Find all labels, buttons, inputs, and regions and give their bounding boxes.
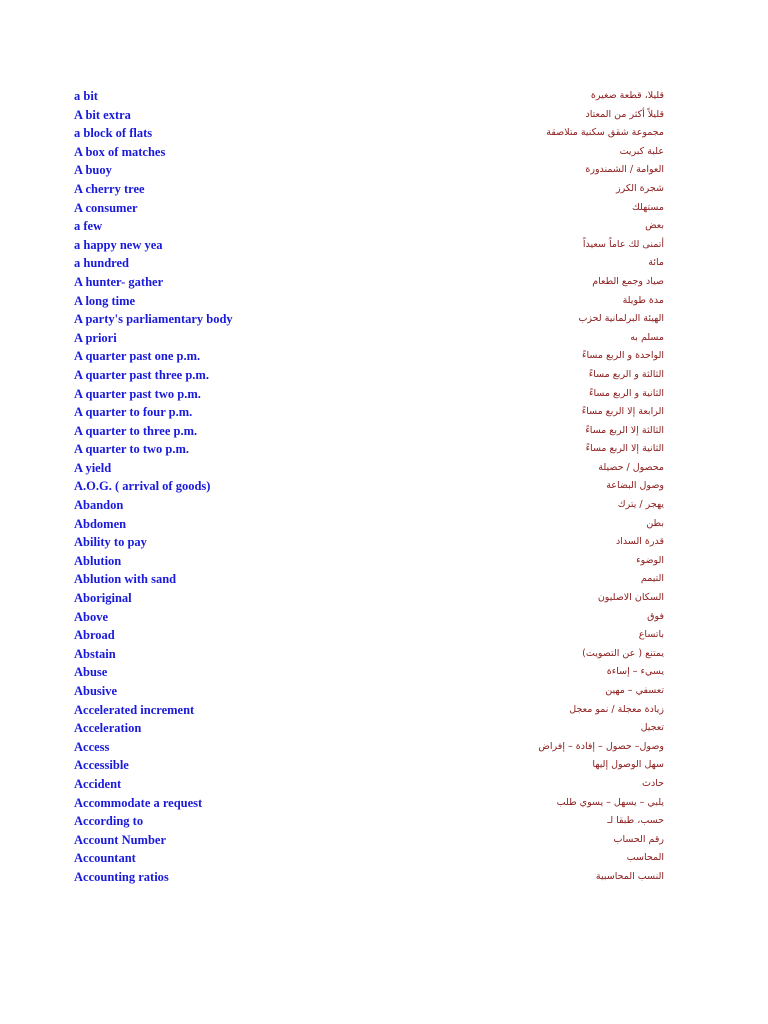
arabic-translation: الرابعة إلا الربع مساءً [581, 406, 664, 418]
arabic-translation: التيمم [640, 573, 664, 585]
arabic-translation: السكان الاصليون [597, 592, 664, 604]
arabic-translation: قليلا، قطعة صغيرة [590, 90, 664, 101]
arabic-translation: سهل الوصول إليها [592, 759, 664, 771]
english-term: Accelerated increment [74, 702, 195, 717]
glossary-row [74, 161, 664, 180]
glossary-row [74, 608, 664, 627]
english-term: Ablution with sand [74, 572, 177, 587]
glossary-row [74, 496, 664, 515]
glossary-row [74, 868, 664, 887]
arabic-translation: علبة كبريت [619, 145, 664, 157]
english-term: Accident [74, 776, 122, 791]
arabic-translation: يسيء – إساءة [606, 666, 664, 678]
english-term: a hundred [74, 256, 130, 271]
english-term: Ability to pay [74, 535, 147, 550]
english-term: Abstain [74, 646, 116, 661]
glossary-row [74, 403, 664, 422]
glossary-row [74, 440, 664, 459]
arabic-translation: الثانية و الربع مساءً [589, 387, 664, 399]
glossary-row [74, 477, 664, 496]
english-term: a few [74, 219, 103, 234]
english-term: a block of flats [74, 126, 153, 141]
glossary-row [74, 366, 664, 385]
english-term: Abroad [74, 628, 115, 643]
arabic-translation: باتساع [638, 629, 664, 641]
english-term: A party's parliamentary body [74, 312, 233, 327]
english-term: A.O.G. ( arrival of goods) [74, 479, 211, 494]
english-term: Aboriginal [74, 591, 132, 606]
arabic-translation: مستهلك [632, 201, 664, 213]
arabic-translation: فوق [647, 610, 664, 622]
glossary-row [74, 310, 664, 329]
glossary-row [74, 645, 664, 664]
arabic-translation: صياد وجمع الطعام [592, 275, 664, 287]
english-term: a bit [74, 89, 98, 103]
english-term: A quarter to two p.m. [74, 442, 190, 457]
arabic-translation: محصول / حصيلة [598, 461, 664, 473]
glossary-row [74, 459, 664, 478]
english-term: A priori [74, 330, 117, 345]
glossary-row [74, 775, 664, 794]
glossary-row [74, 124, 664, 143]
arabic-translation: بطن [646, 517, 664, 529]
english-term: Acceleration [74, 721, 142, 736]
english-term: Accountant [74, 851, 136, 866]
english-term: A box of matches [74, 144, 166, 159]
english-term: Abusive [74, 684, 118, 698]
arabic-translation: الوضوء [636, 554, 664, 566]
english-term: Account Number [74, 832, 167, 847]
arabic-translation: النسب المحاسبية [595, 870, 664, 882]
glossary-row [74, 254, 664, 273]
arabic-translation: وصول– حصول – إفادة – إفراض [538, 740, 664, 752]
arabic-translation: بعض [645, 220, 664, 232]
arabic-translation: يلبي – يسهل – يسوي طلب [556, 796, 664, 808]
arabic-translation: الثانية إلا الربع مساءً [585, 443, 664, 455]
arabic-translation: مائة [648, 257, 664, 269]
english-term: A quarter past two p.m. [74, 386, 201, 401]
arabic-translation: مسلم به [630, 331, 664, 343]
glossary-row [74, 812, 664, 831]
glossary-row [74, 794, 664, 813]
glossary-row [74, 422, 664, 441]
glossary-row [74, 570, 664, 589]
arabic-translation: رقم الحساب [613, 833, 664, 845]
english-term: Ablution [74, 553, 122, 568]
arabic-translation: تعسفي – مهين [605, 685, 664, 696]
arabic-translation: مدة طويلة [622, 294, 664, 306]
english-term: A hunter- gather [74, 274, 164, 289]
english-term: Access [74, 739, 110, 754]
glossary-row [74, 682, 664, 701]
arabic-translation: قليلاً أكثر من المعتاد [585, 108, 664, 120]
english-term: A quarter past three p.m. [74, 367, 209, 382]
english-term: Accounting ratios [74, 869, 169, 884]
english-term: A quarter to three p.m. [74, 423, 198, 438]
glossary-row [74, 533, 664, 552]
arabic-translation: زيادة معجلة / نمو معجل [569, 703, 664, 715]
glossary-row [74, 719, 664, 738]
glossary-row [74, 701, 664, 720]
arabic-translation: يهجر / يترك [617, 499, 664, 511]
english-term: A long time [74, 293, 136, 308]
arabic-translation: حسب، طبقا لـ [607, 815, 664, 827]
english-term: Abdomen [74, 516, 127, 531]
glossary-row [74, 756, 664, 775]
glossary-row [74, 143, 664, 162]
english-term: A yield [74, 460, 112, 475]
english-term: According to [74, 814, 144, 829]
glossary-row [74, 217, 664, 236]
arabic-translation: مجموعة شقق سكنية متلاصقة [546, 127, 664, 139]
english-term: A bit extra [74, 107, 131, 122]
glossary-row [74, 329, 664, 348]
arabic-translation: يمتنع ( عن التصويت) [582, 647, 664, 659]
arabic-translation: وصول البضاعة [606, 480, 664, 492]
glossary-row [74, 347, 664, 366]
english-term: Accessible [74, 758, 129, 773]
arabic-translation: الهيئة البرلمانية لحزب [578, 313, 664, 325]
glossary-row [74, 199, 664, 218]
arabic-translation: الثالثة و الربع مساءً [588, 368, 664, 380]
english-term: Abandon [74, 498, 124, 513]
glossary-list [74, 87, 664, 887]
glossary-row [74, 385, 664, 404]
arabic-translation: العوامة / الشمندورة [585, 164, 664, 176]
english-term: A consumer [74, 200, 138, 215]
glossary-row [74, 292, 664, 311]
glossary-row [74, 831, 664, 850]
glossary-row [74, 663, 664, 682]
english-term: Accommodate a request [74, 795, 203, 810]
english-term: A cherry tree [74, 181, 145, 196]
glossary-row [74, 236, 664, 255]
glossary-row [74, 849, 664, 868]
arabic-translation: الثالثة إلا الربع مساءً [585, 424, 664, 436]
arabic-translation: حادث [642, 777, 664, 789]
glossary-row [74, 589, 664, 608]
glossary-row [74, 515, 664, 534]
english-term: A quarter to four p.m. [74, 405, 193, 420]
english-term: a happy new yea [74, 237, 163, 252]
glossary-row [74, 552, 664, 571]
glossary-row [74, 106, 664, 125]
glossary-row [74, 626, 664, 645]
arabic-translation: شجرة الكرز [616, 182, 664, 194]
arabic-translation: أتمنى لك عاماً سعيداً [582, 238, 664, 250]
glossary-row [74, 87, 664, 106]
arabic-translation: تعجيل [640, 722, 664, 734]
english-term: A quarter past one p.m. [74, 349, 201, 364]
arabic-translation: قدرة السداد [616, 536, 664, 548]
english-term: A buoy [74, 163, 112, 178]
glossary-row [74, 180, 664, 199]
glossary-row [74, 273, 664, 292]
english-term: Above [74, 609, 109, 624]
glossary-row [74, 738, 664, 757]
arabic-translation: المحاسب [626, 852, 664, 864]
english-term: Abuse [74, 665, 108, 680]
arabic-translation: الواحدة و الربع مساءً [582, 350, 664, 362]
